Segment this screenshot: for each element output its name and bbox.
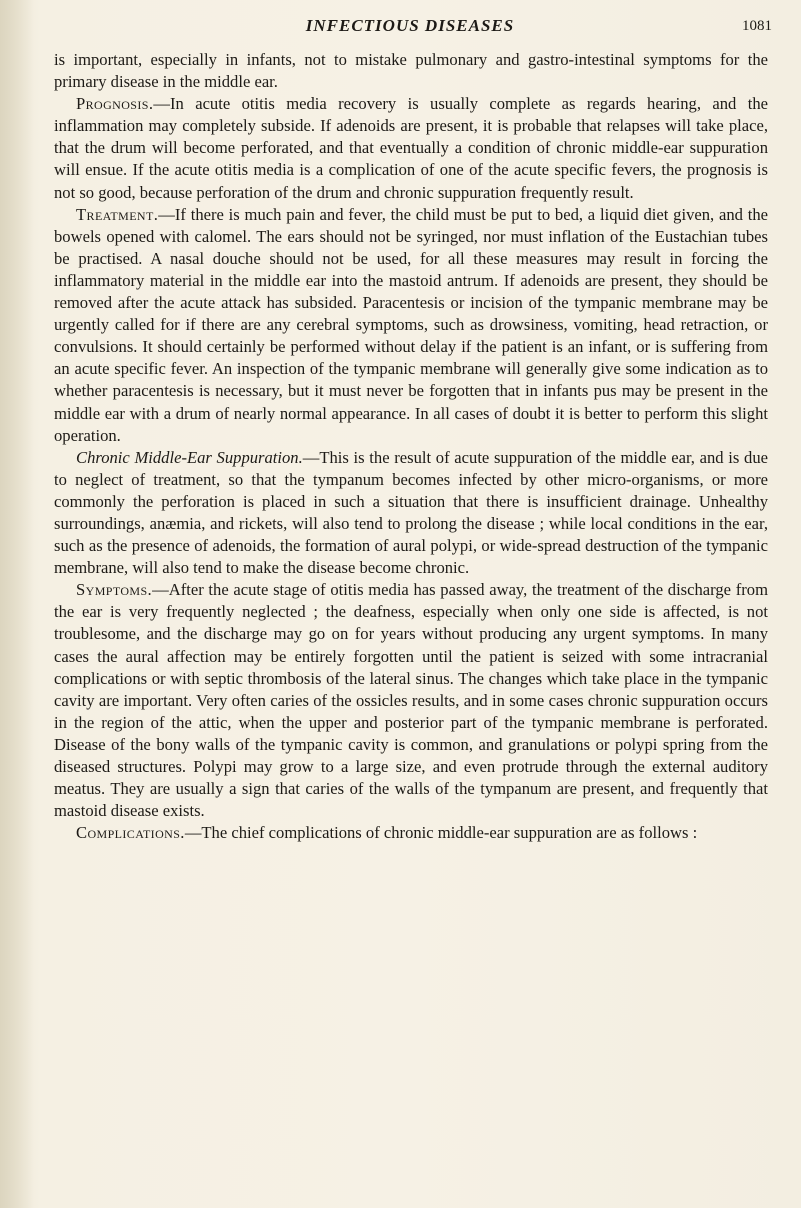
- paragraph-chronic-suppuration: [54, 447, 768, 580]
- paragraph-text: —If there is much pain and fever, the child must be put to bed, a liquid diet given, and the bowels opened with calomel. The ears should not be syringed, nor must inflation of the Eustachian tubes be practised. A nasal douche should not be used, for all these measures may result in forcing the inflammatory material in the middle ear into the mastoid antrum. If adenoids are present, they should be removed after the acute attack has subsided. Paracentesis or incision of the tympanic membrane may be urgently called for if there are any cerebral symptoms, such as drowsiness, vomiting, head retraction, or convulsions. It should certainly be performed without delay if the patient is an infant, or is suffering from an acute specific fever. An inspection of the tympanic membrane will generally give some indication as to whether paracentesis is necessary, but it must never be forgotten that in infants pus may be present in the middle ear with a drum of nearly normal appearance. In all cases of doubt it is better to perform this slight operation.: [54, 204, 768, 445]
- section-heading-chronic-suppuration: Chronic Middle-Ear Suppuration.: [76, 447, 303, 467]
- running-title: INFECTIOUS DISEASES: [305, 16, 515, 35]
- page-header: [48, 16, 772, 40]
- paragraph-text: —This is the result of acute suppuration of the middle ear, and is due to neglect of treatment, so that the tympanum becomes infected by other micro-organisms, or more commonly the perforation is placed in such a situation that there is insufficient drainage. Unhealthy surroundings, anæmia, and rickets, will also tend to prolong the disease ; while local conditions in the ear, such as the presence of adenoids, the formation of aural polypi, or wide-spread destruction of the tympanic membrane, will also tend to make the disease become chronic.: [54, 447, 768, 578]
- paragraph-treatment: [54, 204, 768, 447]
- paragraph-text: —In acute otitis media recovery is usually complete as regards hearing, and the inflammation may completely subside. If adenoids are present, it is probable that relapses will take place, that the drum will become perforated, and that eventually a condition of chronic middle-ear suppuration will ensue. If the acute otitis media is a complication of one of the acute specific fevers, the prognosis is not so good, because perforation of the drum and chronic suppuration frequently result.: [54, 94, 768, 202]
- binding-gutter-shadow: [0, 0, 34, 1208]
- section-heading-symptoms: Symptoms.: [76, 580, 153, 600]
- section-heading-treatment: Treatment.: [76, 204, 159, 224]
- paragraph-prognosis: [54, 93, 768, 203]
- paragraph-continuation: [54, 49, 768, 93]
- paragraph-text: is important, especially in infants, not to mistake pulmonary and gastro-intestinal symptoms for the primary disease in the middle ear.: [54, 50, 768, 92]
- paragraph-text: —The chief complications of chronic middle-ear suppuration are as follows :: [184, 823, 698, 843]
- page-number: 1081: [742, 18, 772, 34]
- section-heading-prognosis: Prognosis.: [76, 94, 154, 114]
- section-heading-complications: Complications.: [76, 823, 185, 843]
- paragraph-symptoms: [54, 579, 768, 822]
- paragraph-complications: [54, 822, 768, 844]
- paragraph-text: —After the acute stage of otitis media has passed away, the treatment of the discharge from the ear is very frequently neglected ; the deafness, especially when only one side is affected, is not troublesome, and the discharge may go on for years without producing any urgent symptoms. In many cases the aural affection may be entirely forgotten until the patient is seized with some intracranial complications or with septic thrombosis of the lateral sinus. The changes which take place in the tympanic cavity are important. Very often caries of the ossicles results, and in some cases chronic suppuration occurs in the region of the attic, when the upper and posterior part of the tympanic membrane is perforated. Disease of the bony walls of the tympanic cavity is common, and granulations or polypi spring from the diseased structures. Polypi may grow to a large size, and even protrude through the external auditory meatus. They are usually a sign that caries of the walls of the tympanum are present, and frequently that mastoid disease exists.: [54, 580, 768, 821]
- body-text: [54, 49, 768, 844]
